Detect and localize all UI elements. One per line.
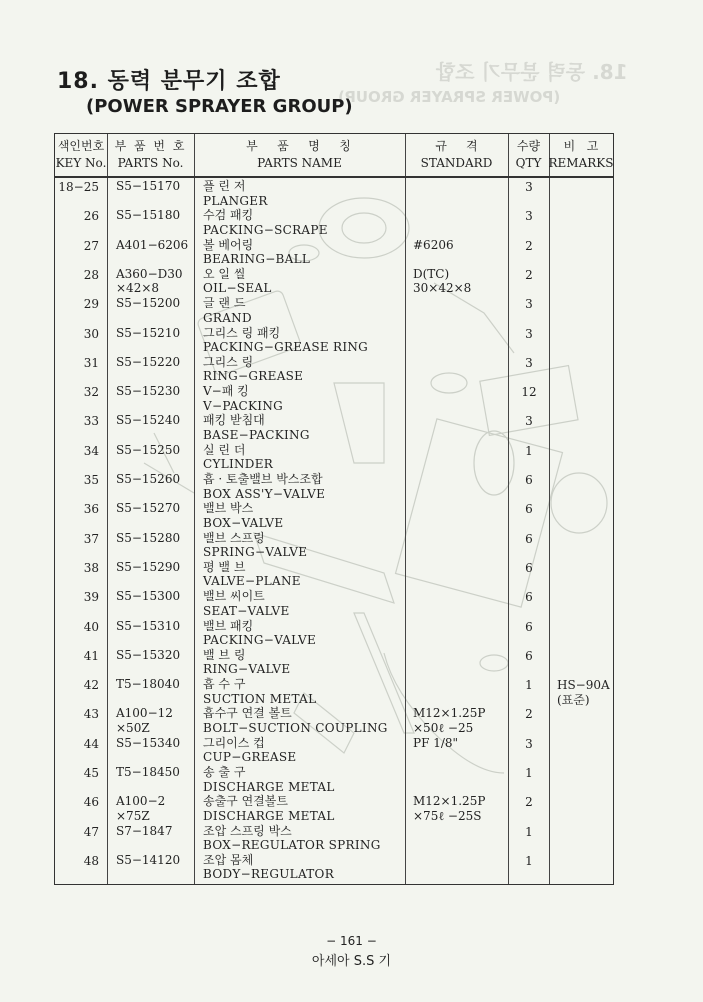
table-row: [55, 589, 613, 618]
qty-cell: 12: [521, 385, 537, 400]
parts-name-cell: 패킹 받침대 BASE−PACKING: [203, 413, 310, 442]
parts-no-cell: S5−15230: [116, 384, 181, 399]
key-no-cell: 38: [83, 560, 99, 575]
standard-cell: #6206: [413, 237, 454, 252]
parts-no-cell: S7−1847: [116, 823, 173, 838]
qty-cell: 3: [525, 355, 533, 370]
parts-name-cell: 흡 · 토출밸브 박스조합 BOX ASS'Y−VALVE: [203, 472, 326, 501]
key-no-cell: 29: [83, 297, 99, 312]
parts-name-cell: 송출구 연결볼트 DISCHARGE METAL: [203, 794, 335, 823]
parts-no-cell: S5−15300: [116, 589, 181, 604]
table-row: [55, 853, 613, 882]
parts-no-cell: S5−15320: [116, 647, 181, 662]
page-number: − 161 −: [326, 934, 377, 948]
parts-no-cell: S5−15240: [116, 413, 181, 428]
table-row: [55, 413, 613, 442]
header-standard: 규 격 STANDARD: [420, 139, 493, 170]
key-no-cell: 28: [83, 267, 99, 282]
table-row: [55, 531, 613, 560]
parts-name-cell: 조압 몸체 BODY−REGULATOR: [203, 852, 335, 882]
parts-no-cell: A100−12 ×50Z: [116, 706, 173, 735]
parts-name-cell: 오 일 씰 OIL−SEAL: [203, 266, 272, 296]
qty-cell: 6: [525, 502, 533, 517]
standard-cell: M12×1.25P ×50ℓ −25: [413, 706, 486, 735]
qty-cell: 6: [525, 648, 533, 663]
table-row: [55, 443, 613, 472]
qty-cell: 3: [525, 209, 533, 224]
parts-no-cell: T5−18450: [116, 765, 180, 779]
qty-cell: 2: [525, 267, 533, 282]
remarks-cell: HS−90A (표준): [557, 678, 610, 707]
table-row: [55, 208, 613, 237]
qty-cell: 6: [525, 531, 533, 546]
key-no-cell: 32: [83, 385, 99, 400]
parts-no-cell: S5−15280: [116, 530, 181, 545]
parts-no-cell: S5−14120: [116, 852, 181, 867]
parts-no-cell: S5−15250: [116, 442, 181, 457]
parts-no-cell: S5−15260: [116, 472, 181, 486]
qty-cell: 6: [525, 473, 533, 487]
parts-name-cell: 조압 스프링 박스 BOX−REGULATOR SPRING: [203, 823, 381, 853]
qty-cell: 3: [525, 180, 533, 194]
qty-cell: 3: [525, 736, 533, 751]
parts-name-cell: 평 밸 브 VALVE−PLANE: [203, 559, 301, 589]
parts-name-cell: 흡 수 구 SUCTION METAL: [203, 677, 317, 706]
table-row: [55, 706, 613, 735]
table-row: [55, 296, 613, 325]
parts-no-cell: S5−15310: [116, 618, 181, 633]
qty-cell: 1: [525, 678, 533, 693]
key-no-cell: 41: [83, 648, 99, 663]
qty-cell: 6: [525, 619, 533, 634]
table-row: [55, 619, 613, 648]
parts-no-cell: A100−2 ×75Z: [116, 794, 166, 823]
table-row: [55, 765, 613, 794]
header-parts-no: 부 품 번 호 PARTS No.: [114, 139, 187, 170]
parts-name-cell: 그리스 링 패킹 PACKING−GREASE RING: [203, 325, 369, 355]
parts-no-cell: S5−15210: [116, 325, 181, 340]
qty-cell: 1: [525, 824, 533, 839]
key-no-cell: 48: [83, 853, 99, 868]
key-no-cell: 33: [83, 414, 99, 429]
key-no-cell: 18−25: [58, 180, 99, 194]
parts-no-cell: S5−15200: [116, 296, 181, 311]
parts-no-cell: A401−6206: [116, 237, 189, 252]
page-title: 18. 동력 분무기 조합: [57, 69, 281, 94]
key-no-cell: 27: [83, 238, 99, 253]
parts-name-cell: 밸 브 링 RING−VALVE: [203, 647, 291, 677]
parts-name-cell: 그리이스 컵 CUP−GREASE: [203, 735, 297, 765]
parts-name-cell: 밸브 씨이트 SEAT−VALVE: [203, 589, 290, 618]
table-row: [55, 824, 613, 853]
footer-label: 아세아 S.S 기: [311, 954, 392, 969]
key-no-cell: 44: [83, 736, 99, 751]
key-no-cell: 45: [83, 766, 99, 780]
table-row: [55, 648, 613, 677]
qty-cell: 1: [525, 443, 533, 458]
standard-cell: D(TC) 30×42×8: [413, 266, 472, 296]
qty-cell: 1: [525, 853, 533, 868]
header-key-no: 색인번호 KEY No.: [55, 139, 107, 170]
qty-cell: 1: [525, 766, 533, 780]
qty-cell: 2: [525, 795, 533, 810]
parts-no-cell: S5−15290: [116, 559, 181, 574]
key-no-cell: 47: [83, 824, 99, 839]
standard-cell: PF 1/8": [413, 735, 459, 750]
key-no-cell: 30: [83, 326, 99, 341]
table-row: [55, 501, 613, 530]
qty-cell: 6: [525, 590, 533, 605]
key-no-cell: 35: [83, 473, 99, 487]
parts-no-cell: S5−15220: [116, 354, 181, 369]
key-no-cell: 46: [83, 795, 99, 810]
standard-cell: M12×1.25P ×75ℓ −25S: [413, 794, 486, 823]
page-subtitle: (POWER SPRAYER GROUP): [86, 96, 353, 117]
key-no-cell: 43: [83, 707, 99, 722]
qty-cell: 2: [525, 707, 533, 722]
qty-cell: 3: [525, 414, 533, 429]
key-no-cell: 40: [83, 619, 99, 634]
parts-name-cell: 플 린 저 PLANGER: [203, 179, 268, 208]
table-row: [55, 472, 613, 501]
parts-name-cell: 밸브 박스 BOX−VALVE: [203, 501, 284, 530]
bleed-through-title: 18. 동력 분무기 조합: [436, 60, 628, 84]
key-no-cell: 36: [83, 502, 99, 517]
parts-name-cell: 밸브 패킹 PACKING−VALVE: [203, 618, 317, 648]
key-no-cell: 39: [83, 590, 99, 605]
parts-name-cell: 흡수구 연결 볼트 BOLT−SUCTION COUPLING: [203, 706, 388, 735]
key-no-cell: 31: [83, 355, 99, 370]
parts-no-cell: A360−D30 ×42×8: [116, 266, 183, 296]
table-row: [55, 179, 613, 208]
parts-name-cell: 송 출 구 DISCHARGE METAL: [203, 765, 335, 794]
parts-name-cell: 볼 베어링 BEARING−BALL: [203, 237, 311, 267]
table-row: [55, 238, 613, 267]
qty-cell: 3: [525, 297, 533, 312]
table-row: [55, 560, 613, 589]
table-row: [55, 355, 613, 384]
parts-table: [54, 133, 614, 885]
parts-name-cell: 글 랜 드 GRAND: [203, 296, 252, 325]
key-no-cell: 37: [83, 531, 99, 546]
qty-cell: 3: [525, 326, 533, 341]
table-row: [55, 384, 613, 413]
table-row: [55, 736, 613, 765]
table-row: [55, 794, 613, 823]
header-parts-name: 부 품 명 칭 PARTS NAME: [246, 139, 353, 170]
parts-no-cell: S5−15170: [116, 179, 181, 193]
bleed-through-subtitle: (POWER SPRAYER GROUP): [338, 88, 561, 106]
table-row: [55, 326, 613, 355]
parts-no-cell: S5−15270: [116, 501, 181, 516]
parts-no-cell: T5−18040: [116, 677, 180, 692]
key-no-cell: 34: [83, 443, 99, 458]
table-row: [55, 267, 613, 296]
parts-name-cell: 그리스 링 RING−GREASE: [203, 354, 304, 384]
key-no-cell: 26: [83, 209, 99, 224]
parts-name-cell: 수검 패킹 PACKING−SCRAPE: [203, 208, 328, 237]
parts-name-cell: V−패 킹 V−PACKING: [203, 384, 284, 413]
parts-no-cell: S5−15180: [116, 208, 181, 223]
qty-cell: 6: [525, 560, 533, 575]
header-qty: 수량 QTY: [515, 139, 542, 170]
parts-name-cell: 밸브 스프링 SPRING−VALVE: [203, 530, 308, 560]
parts-no-cell: S5−15340: [116, 735, 181, 750]
table-row: [55, 677, 613, 706]
key-no-cell: 42: [83, 678, 99, 693]
qty-cell: 2: [525, 238, 533, 253]
parts-name-cell: 실 린 더 CYLINDER: [203, 442, 274, 472]
header-remarks: 비 고 REMARKS: [548, 139, 614, 170]
